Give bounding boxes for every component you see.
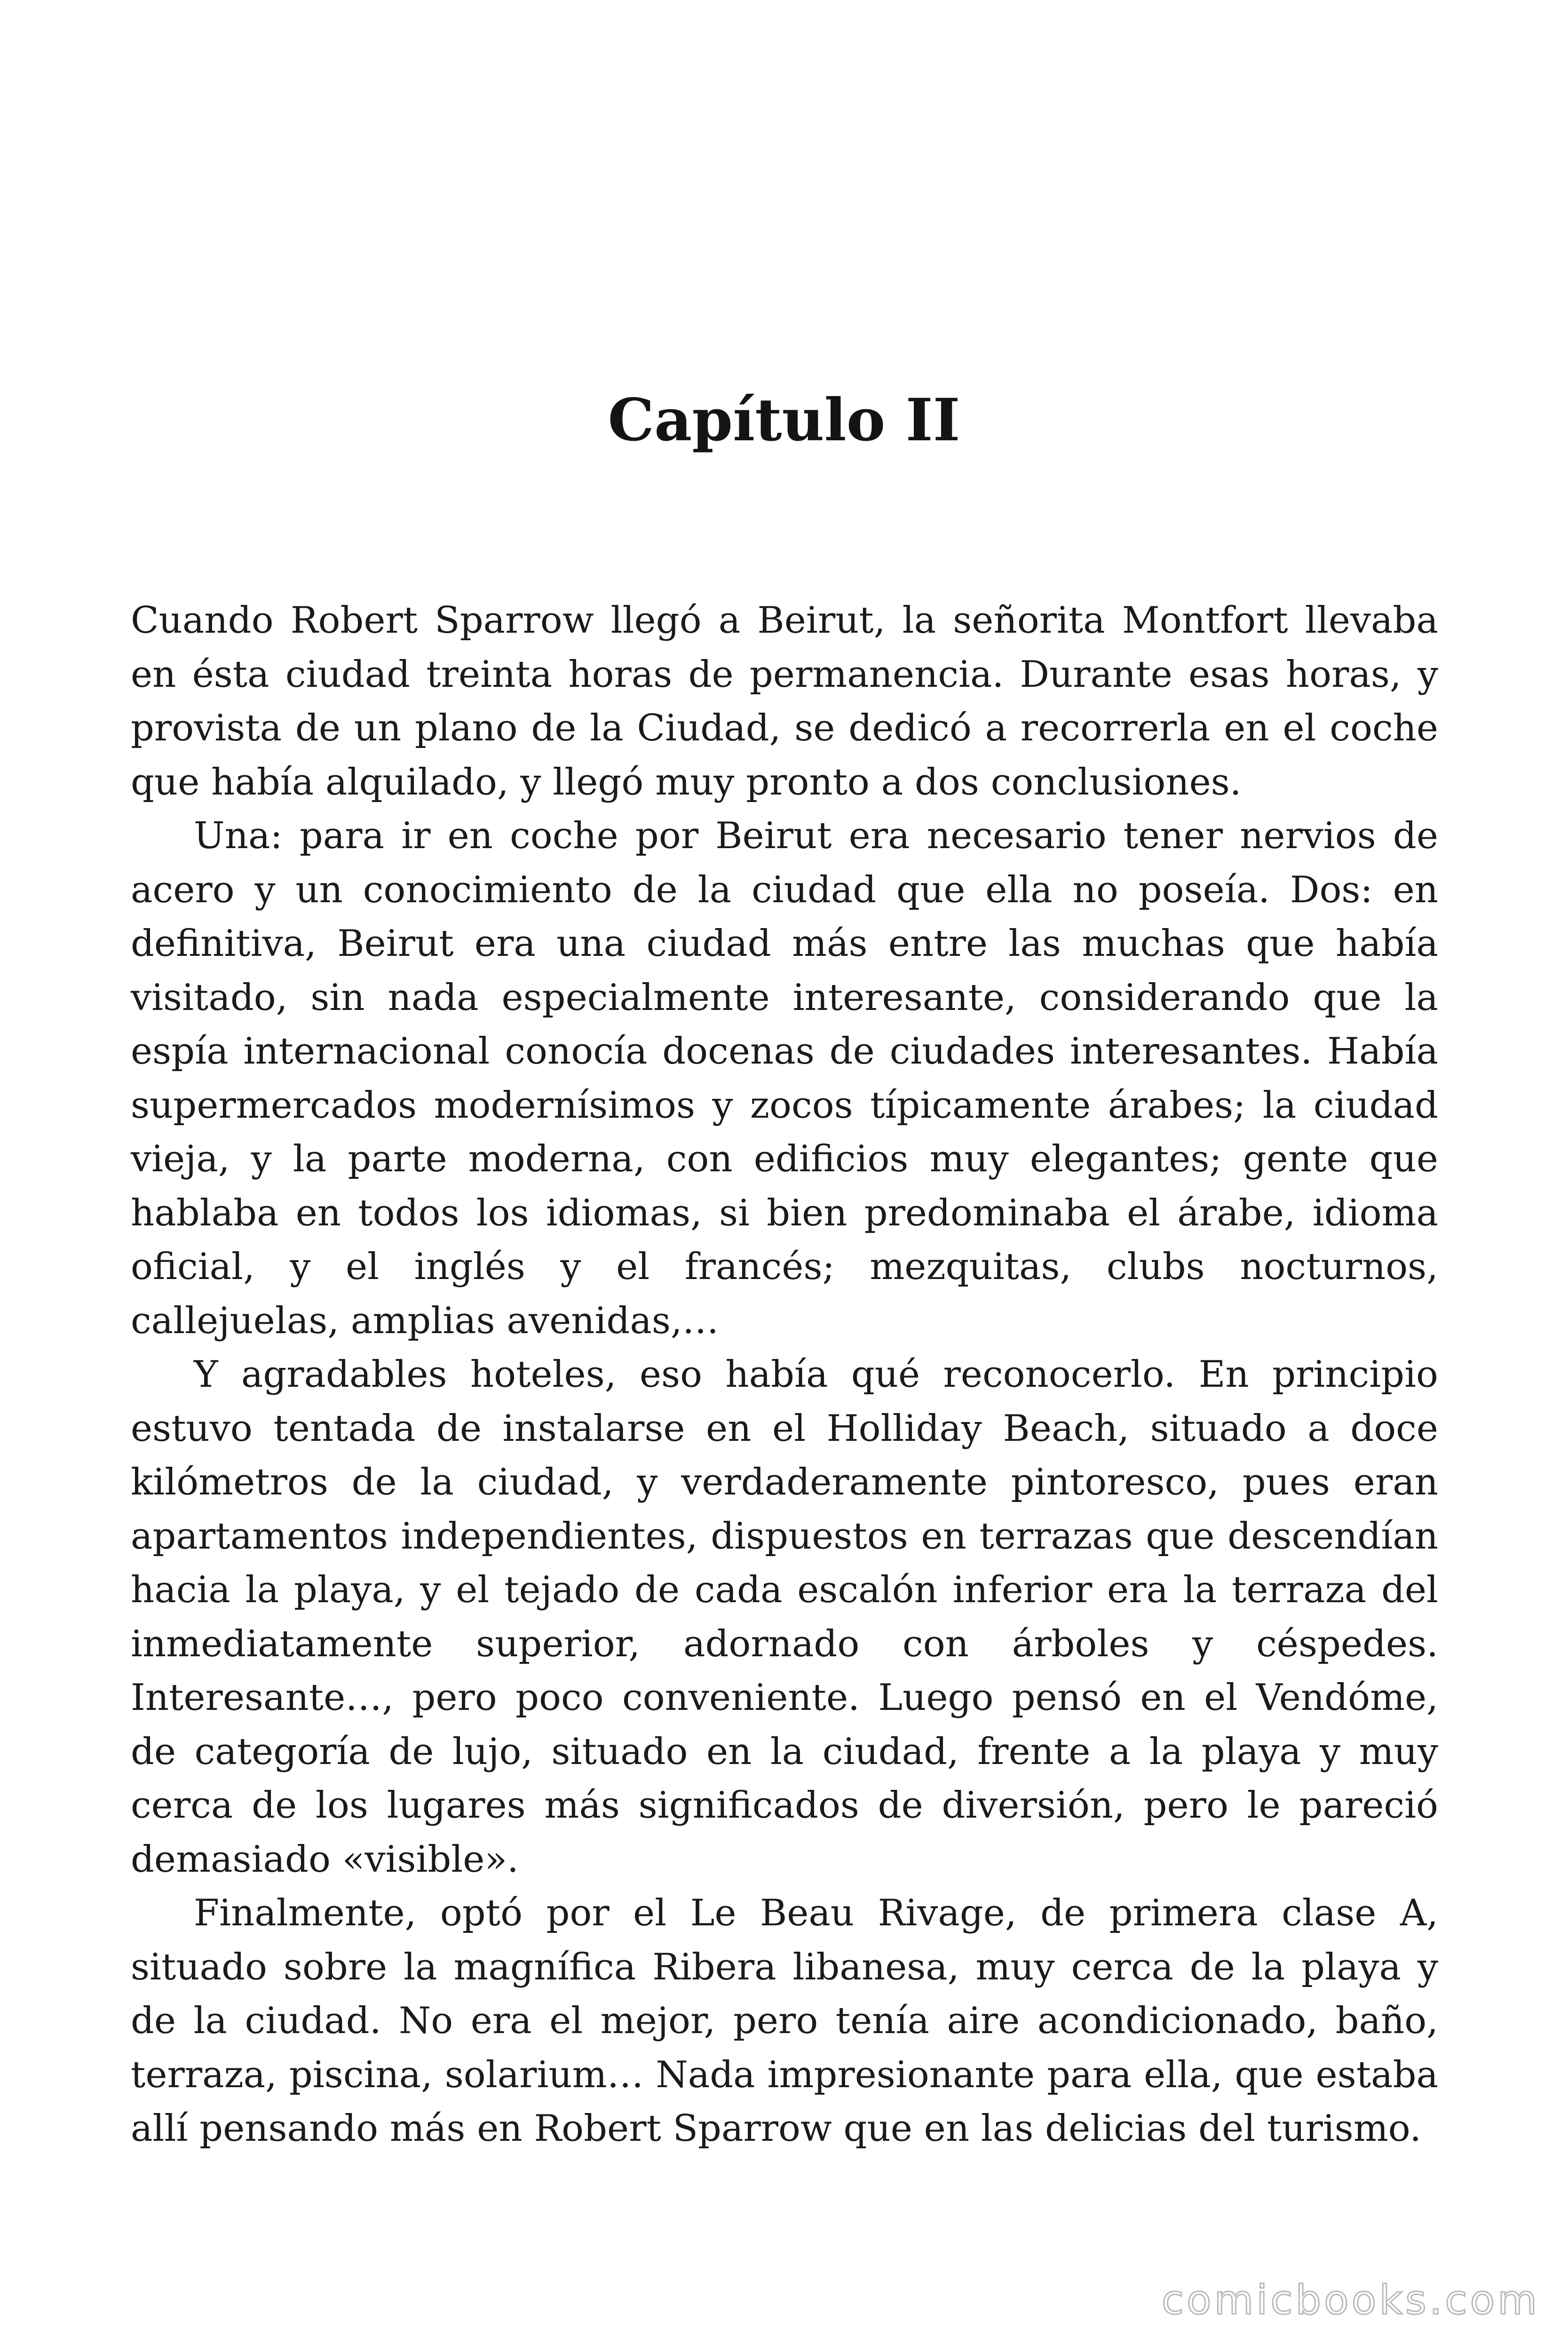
paragraph-3: Y agradables hoteles, eso había qué reconocerlo. En principio estuvo tentada de instalarse en el Holliday Beach, situado a doce kilómetros de la ciudad, y verdaderamente pintoresco, pues eran apartamentos independientes, dispuestos en terrazas que descendían hacia la playa, y el tejado de cada escalón inferior era la terraza del inmediatamente superior, adornado con árboles y céspedes. Interesante…, pero poco conveniente. Luego pensó en el Vendóme, de categoría de lujo, situado en la ciudad, frente a la playa y muy cerca de los lugares más significados de diversión, pero le pareció demasiado «visible». <box>131 1353 1438 1881</box>
paragraph-4: Finalmente, optó por el Le Beau Rivage, de primera clase A, situado sobre la magnífica Ribera libanesa, muy cerca de la playa y de la ciudad. No era el mejor, pero tenía aire acondicionado, baño, terraza, piscina, solarium… Nada impresionante para ella, que estaba allí pensando más en Robert Sparrow que en las delicias del turismo. <box>131 1892 1438 2150</box>
chapter-body <box>131 594 1438 2156</box>
chapter-title: Capítulo II <box>608 386 960 454</box>
paragraph-2: Una: para ir en coche por Beirut era necesario tener nervios de acero y un conocimiento de la ciudad que ella no poseía. Dos: en definitiva, Beirut era una ciudad más entre las muchas que había visitado, sin nada especialmente interesante, considerando que la espía internacional conocía docenas de ciudades interesantes. Había supermercados modernísimos y zocos típicamente árabes; la ciudad vieja, y la parte moderna, con edificios muy elegantes; gente que hablaba en todos los idiomas, si bien predominaba el árabe, idioma oficial, y el inglés y el francés; mezquitas, clubs nocturnos, callejuelas, amplias avenidas,… <box>131 815 1438 1342</box>
watermark: comicbooks.com <box>1161 2277 1540 2324</box>
paragraph-1: Cuando Robert Sparrow llegó a Beirut, la señorita Montfort llevaba en ésta ciudad treinta horas de permanencia. Durante esas horas, y provista de un plano de la Ciudad, se dedicó a recorrerla en el coche que había alquilado, y llegó muy pronto a dos conclusiones. <box>131 599 1438 803</box>
